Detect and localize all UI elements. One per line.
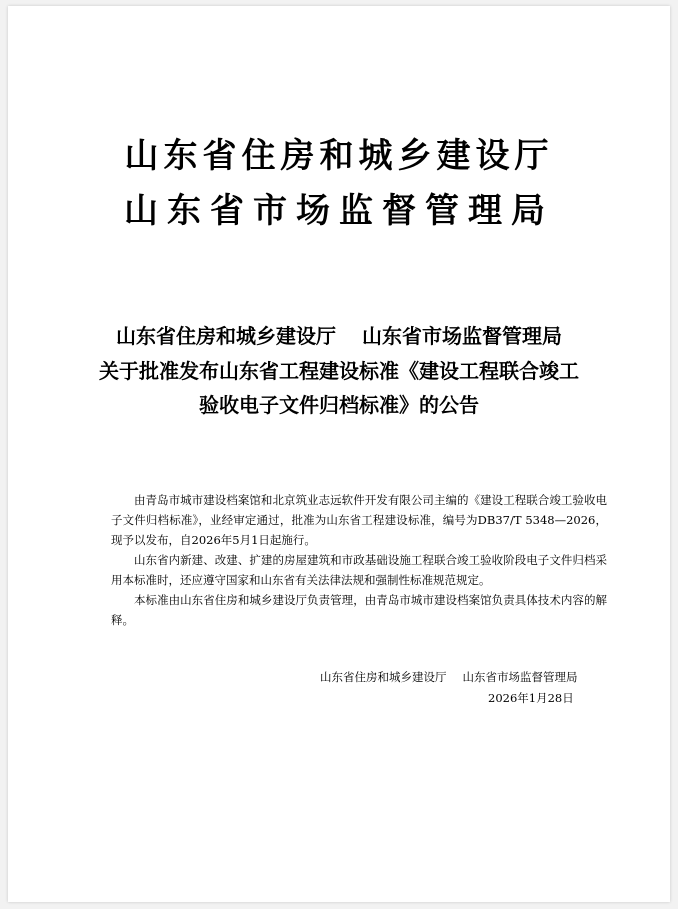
body-paragraph: 山东省内新建、改建、扩建的房屋建筑和市政基础设施工程联合竣工验收阶段电子文件归档采用本标准时，还应遵守国家和山东省有关法律法规和强制性标准规范规定。 [111,553,607,587]
announcement-title-line2: 关于批准发布山东省工程建设标准《建设工程联合竣工 [99,359,579,383]
signature-org1: 山东省住房和城乡建设厅 [320,670,447,684]
body-paragraph: 本标准由山东省住房和城乡建设厅负责管理，由青岛市城市建设档案馆负责具体技术内容的解释。 [111,593,607,627]
signature-org2: 山东省市场监督管理局 [462,670,578,684]
signature-date: 2026年1月28日 [488,691,574,705]
body-paragraph: 由青岛市城市建设档案馆和北京筑业志远软件开发有限公司主编的《建设工程联合竣工验收电子文件归档标准》，业经审定通过，批准为山东省工程建设标准，编号为DB37/T 5348—2026，现予以发布，自2026年5月1日起施行。 [111,493,607,547]
issuer-heading-line1: 山东省住房和城乡建设厅 [124,136,554,176]
announcement-title-line3: 验收电子文件归档标准》的公告 [199,393,479,417]
signature-orgs [320,667,578,687]
title-org2: 山东省市场监督管理局 [362,324,562,348]
title-org1: 山东省住房和城乡建设厅 [116,324,336,348]
issuer-heading-line2: 山东省市场监督管理局 [124,191,554,231]
announcement-title-line1 [8,321,670,351]
document-page [8,6,670,902]
announcement-body [111,490,607,630]
